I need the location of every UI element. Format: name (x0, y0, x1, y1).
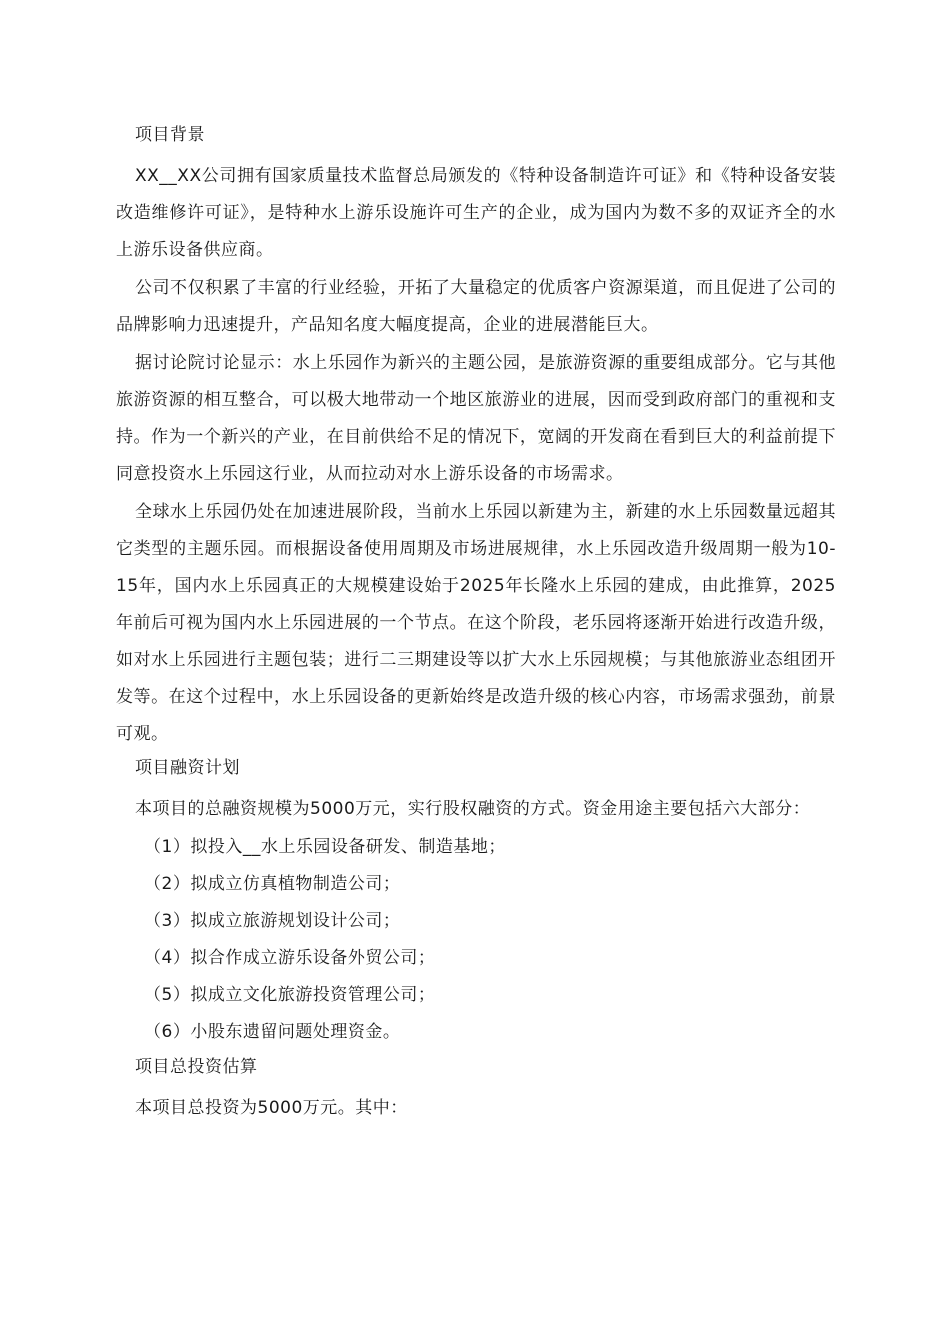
list-item: （4）拟合作成立游乐设备外贸公司； (144, 948, 436, 968)
paragraph: 全球水上乐园仍处在加速进展阶段，当前水上乐园以新建为主，新建的水上乐园数量远超其它类型的主题乐园。而根据设备使用周期及市场进展规律，水上乐园改造升级周期一般为10-15年，国内水上乐园真正的大规模建设始于2025年长隆水上乐园的建成，由此推算，2025年前后可视为国内水上乐园进展的一个节点。在这个阶段，老乐园将逐渐开始进行改造升级，如对水上乐园进行主题包装；进行二三期建设等以扩大水上乐园规模；与其他旅游业态组团开发等。在这个过程中，水上乐园设备的更新始终是改造升级的核心内容，市场需求强劲，前景可观。 (116, 502, 836, 744)
list-item: （1）拟投入__水上乐园设备研发、制造基地； (144, 837, 506, 857)
list-item: （5）拟成立文化旅游投资管理公司； (144, 985, 436, 1005)
list-item: （6）小股东遗留问题处理资金。 (144, 1022, 401, 1042)
paragraph: 本项目的总融资规模为5000万元，实行股权融资的方式。资金用途主要包括六大部分： (135, 799, 811, 819)
paragraph: XX__XX公司拥有国家质量技术监督总局颁发的《特种设备制造许可证》和《特种设备安装改造维修许可证》，是特种水上游乐设施许可生产的企业，成为国内为数不多的双证齐全的水上游乐设备供应商。 (116, 166, 836, 260)
list-item: （2）拟成立仿真植物制造公司； (144, 874, 401, 894)
section-heading-background: 项目背景 (135, 125, 205, 145)
document-page (116, 121, 836, 1128)
section-heading-financing: 项目融资计划 (135, 758, 240, 778)
paragraph: 据讨论院讨论显示：水上乐园作为新兴的主题公园，是旅游资源的重要组成部分。它与其他旅游资源的相互整合，可以极大地带动一个地区旅游业的进展，因而受到政府部门的重视和支持。作为一个新兴的产业，在目前供给不足的情况下，宽阔的开发商在看到巨大的利益前提下同意投资水上乐园这行业，从而拉动对水上游乐设备的市场需求。 (116, 353, 836, 484)
section-heading-investment: 项目总投资估算 (135, 1057, 258, 1077)
list-item: （3）拟成立旅游规划设计公司； (144, 911, 401, 931)
paragraph: 公司不仅积累了丰富的行业经验，开拓了大量稳定的优质客户资源渠道，而且促进了公司的品牌影响力迅速提升，产品知名度大幅度提高，企业的进展潜能巨大。 (116, 278, 836, 335)
paragraph: 本项目总投资为5000万元。其中： (135, 1098, 408, 1118)
